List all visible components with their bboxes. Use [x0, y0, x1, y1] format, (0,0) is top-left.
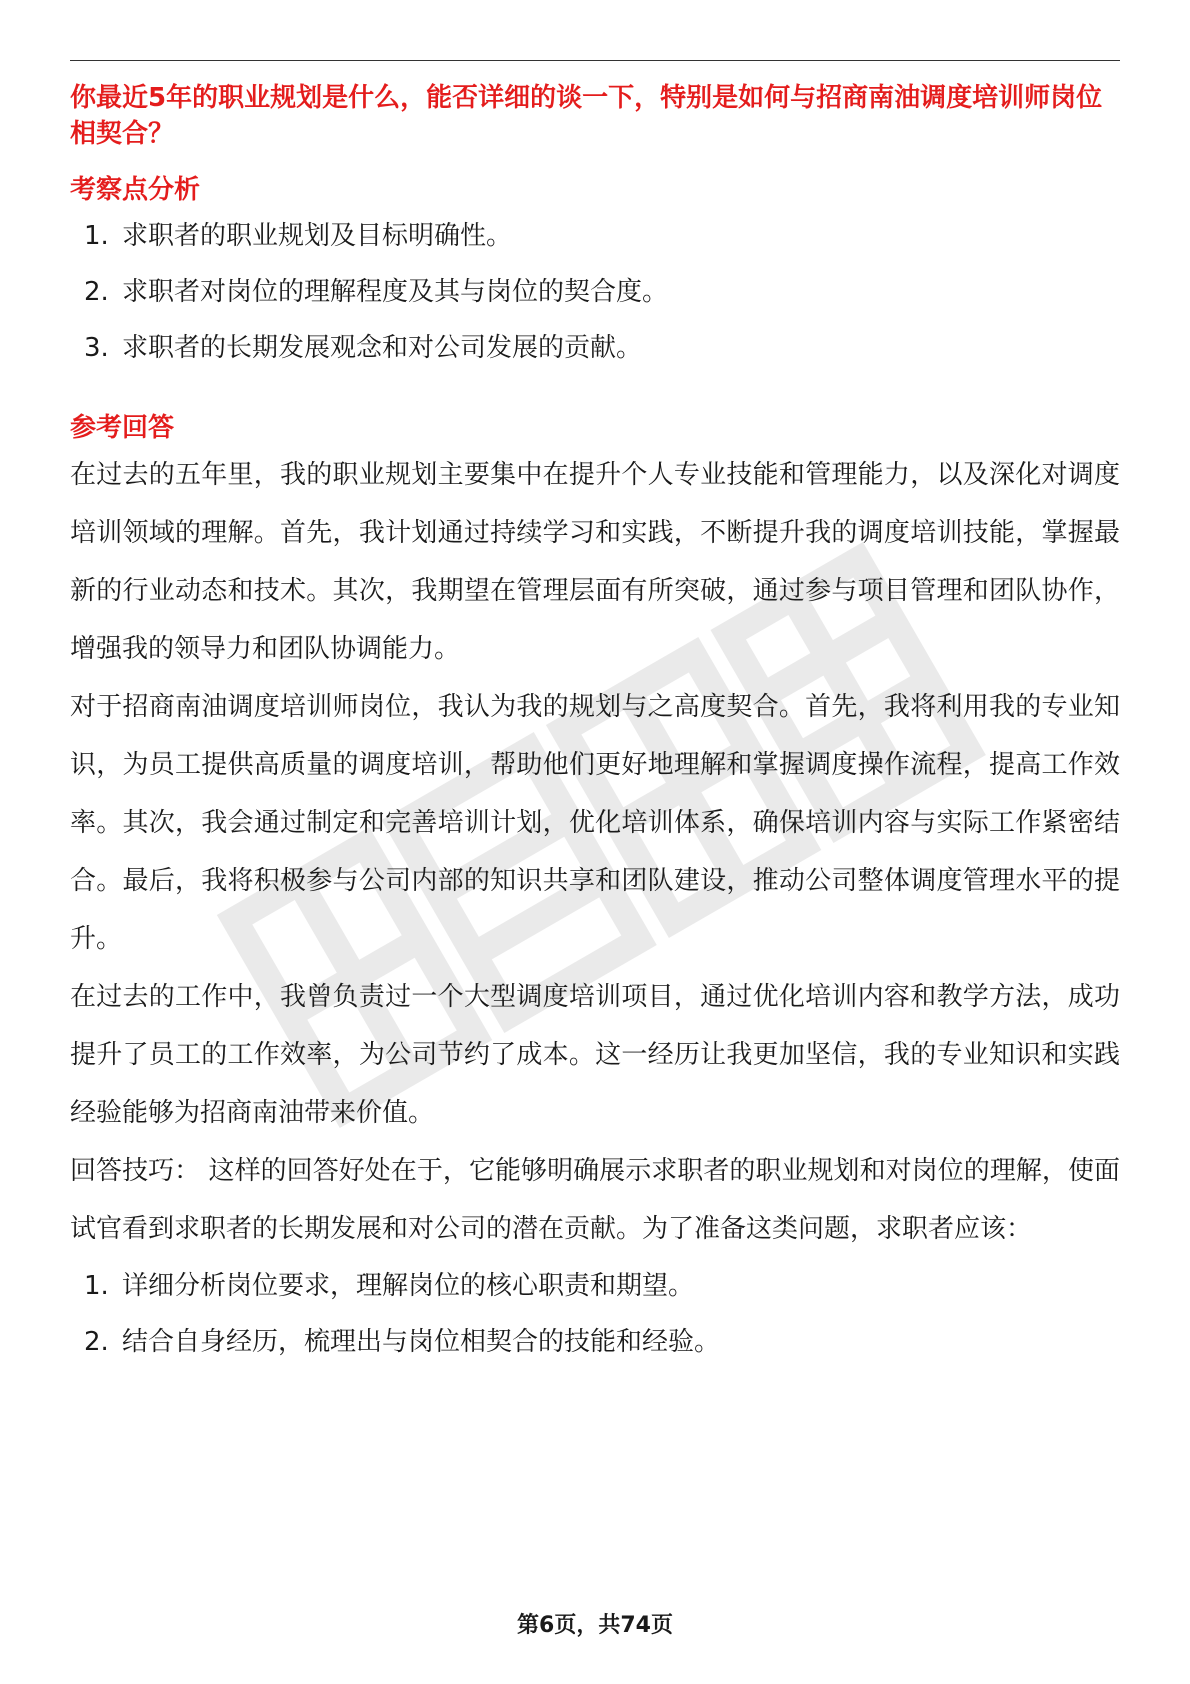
- list-item-number: 1.: [84, 221, 109, 251]
- analysis-heading: 考察点分析: [70, 175, 201, 205]
- list-item-text: 结合自身经历，梳理出与岗位相契合的技能和经验。: [122, 1327, 721, 1357]
- page-number: 第6页，共74页: [517, 1613, 673, 1638]
- list-item-number: 1.: [84, 1271, 109, 1301]
- list-item-text: 详细分析岗位要求，理解岗位的核心职责和期望。: [122, 1271, 695, 1301]
- list-item-number: 2.: [84, 1327, 109, 1357]
- list-item-text: 求职者的长期发展观念和对公司发展的贡献。: [122, 333, 643, 363]
- answer-paragraph: 在过去的五年里，我的职业规划主要集中在提升个人专业技能和管理能力，以及深化对调度培训领域的理解。首先，我计划通过持续学习和实践，不断提升我的调度培训技能，掌握最新的行业动态和技术。其次，我期望在管理层面有所突破，通过参与项目管理和团队协作，增强我的领导力和团队协调能力。: [70, 460, 1120, 664]
- list-item: [70, 1258, 1120, 1314]
- list-item-text: 求职者对岗位的理解程度及其与岗位的契合度。: [122, 277, 669, 307]
- list-item-number: 2.: [84, 277, 109, 307]
- header-rule: [70, 60, 1120, 61]
- list-item: [70, 264, 1120, 320]
- page-content: [70, 80, 1120, 1370]
- answer-paragraph: 在过去的工作中，我曾负责过一个大型调度培训项目，通过优化培训内容和教学方法，成功提升了员工的工作效率，为公司节约了成本。这一经历让我更加坚信，我的专业知识和实践经验能够为招商南油带来价值。: [70, 982, 1120, 1128]
- analysis-list: [70, 208, 1120, 376]
- list-item: [70, 1314, 1120, 1370]
- list-item-number: 3.: [84, 333, 109, 363]
- list-item-text: 求职者的职业规划及目标明确性。: [122, 221, 513, 251]
- list-item: [70, 208, 1120, 264]
- list-item: [70, 320, 1120, 376]
- tips-list: [70, 1258, 1120, 1370]
- answer-paragraph: 对于招商南油调度培训师岗位，我认为我的规划与之高度契合。首先，我将利用我的专业知识，为员工提供高质量的调度培训，帮助他们更好地理解和掌握调度操作流程，提高工作效率。其次，我会通过制定和完善培训计划，优化培训体系，确保培训内容与实际工作紧密结合。最后，我将积极参与公司内部的知识共享和团队建设，推动公司整体调度管理水平的提升。: [70, 692, 1120, 954]
- question-title: 你最近5年的职业规划是什么，能否详细的谈一下，特别是如何与招商南油调度培训师岗位相契合？: [70, 83, 1103, 149]
- answer-heading: 参考回答: [70, 413, 175, 443]
- tips-paragraph: 回答技巧： 这样的回答好处在于，它能够明确展示求职者的职业规划和对岗位的理解，使面试官看到求职者的长期发展和对公司的潜在贡献。为了准备这类问题，求职者应该：: [70, 1156, 1120, 1244]
